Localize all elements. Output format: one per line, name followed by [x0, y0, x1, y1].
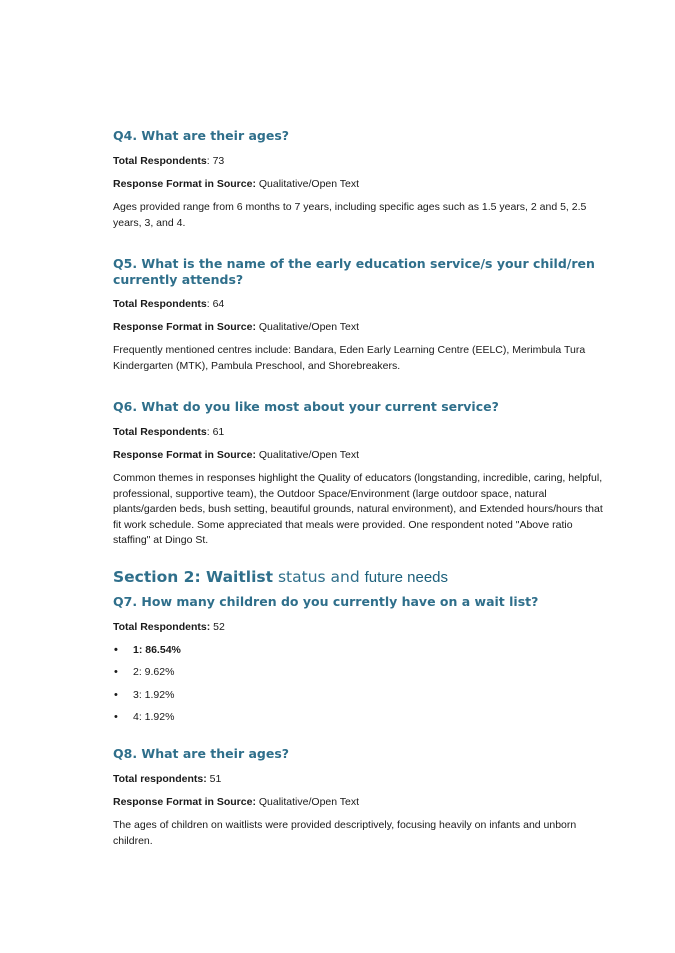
answer-summary-q8: The ages of children on waitlists were provided descriptively, focusing heavily on infants and unborn children. [113, 819, 577, 847]
section-heading: Section 2: Waitlist status and future needs [113, 567, 449, 586]
response-format-q4: Response Format in Source: Qualitative/Open Text [113, 178, 360, 190]
total-respondents-q4: Total Respondents: 73 [113, 155, 225, 167]
total-respondents-q7: Total Respondents: 52 [113, 620, 225, 633]
total-respondents-q8: Total respondents: 51 [113, 773, 222, 785]
question-block-q6 [113, 399, 608, 549]
page-content [113, 128, 608, 849]
waitlist-count-list [113, 643, 608, 725]
list-item: • 2: 9.62% [113, 665, 608, 679]
answer-summary-q4: Ages provided range from 6 months to 7 years, including specific ages such as 1.5 years, 2 and 5, 2.5 years, 3, and 4. [113, 201, 587, 229]
response-format-q6: Response Format in Source: Qualitative/Open Text [113, 449, 360, 461]
question-block-q5 [113, 256, 608, 374]
question-heading-q7: Q7. How many children do you currently have on a wait list? [113, 593, 539, 609]
question-heading-q5: Q5. What is the name of the early education service/s your child/ren currently attends? [113, 256, 595, 287]
list-item: • 3: 1.92% [113, 688, 608, 702]
answer-summary-q6: Common themes in responses highlight the Quality of educators (longstanding, incredible, caring, helpful, professional, supportive team), the Outdoor Space/Environment (large outdoor space, natural plants/garden beds, bush setting, beautiful grounds, natural environment), and Extended hours/hours that fit work schedule. Some appreciated that meals were provided. One respondent noted "Above ratio staffing" at Dingo St. [113, 472, 603, 546]
response-format-q8: Response Format in Source: Qualitative/Open Text [113, 796, 360, 808]
question-heading-q6: Q6. What do you like most about your current service? [113, 399, 499, 414]
response-format-q5: Response Format in Source: Qualitative/Open Text [113, 321, 360, 333]
question-block-q8 [113, 746, 608, 849]
answer-summary-q5: Frequently mentioned centres include: Bandara, Eden Early Learning Centre (EELC), Merimbula Tura Kindergarten (MTK), Pambula Preschool, and Shorebreakers. [113, 344, 586, 372]
total-respondents-q5: Total Respondents: 64 [113, 298, 225, 310]
list-item: • 4: 1.92% [113, 710, 608, 724]
total-respondents-q6: Total Respondents: 61 [113, 426, 225, 438]
list-item: • 1: 86.54% [113, 643, 608, 657]
question-block-q4 [113, 128, 608, 231]
question-block-q7 [113, 594, 608, 725]
question-heading-q4: Q4. What are their ages? [113, 128, 290, 143]
question-heading-q8: Q8. What are their ages? [113, 746, 290, 761]
